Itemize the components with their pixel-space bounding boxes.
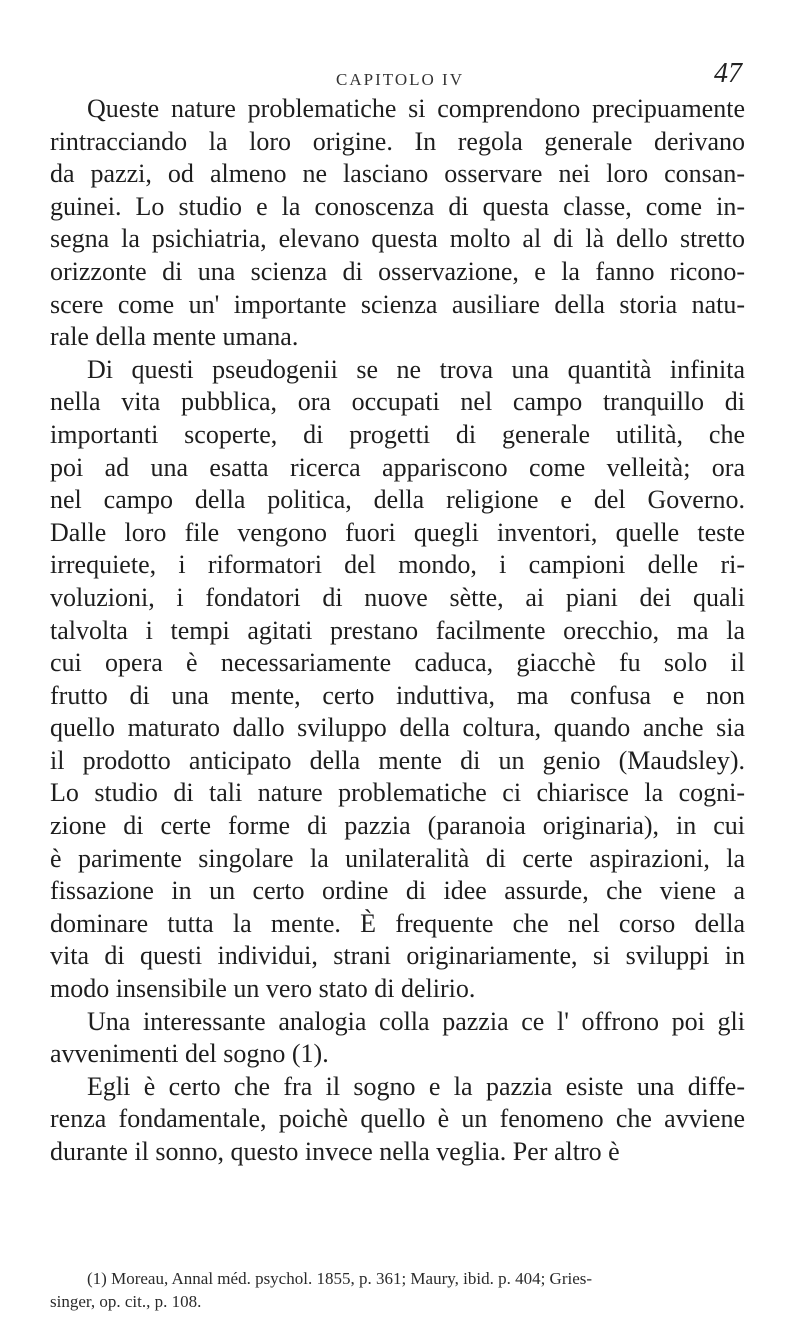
text-line: voluzioni, i fondatori di nuove sètte, ai piani dei quali <box>50 582 745 612</box>
text-line: frutto di una mente, certo induttiva, ma confusa e non <box>50 680 745 710</box>
text-line: rale della mente umana. <box>50 322 299 352</box>
text-line: importanti scoperte, di progetti di generale utilità, che <box>50 419 745 449</box>
text-line: orizzonte di una scienza di osservazione, e la fanno ricono- <box>50 256 745 286</box>
text-line: Di questi pseudogenii se ne trova una quantità infinita <box>87 354 745 384</box>
text-line: fissazione in un certo ordine di idee assurde, che viene a <box>50 876 745 906</box>
footnote-line: singer, op. cit., p. 108. <box>50 1292 202 1311</box>
page-header <box>40 56 760 96</box>
text-line: cui opera è necessariamente caduca, giacchè fu solo il <box>50 648 745 678</box>
footnotes <box>50 1267 745 1313</box>
paragraph <box>50 1006 745 1071</box>
text-line: nel campo della politica, della religione e del Governo. <box>50 485 745 515</box>
text-line: modo insensibile un vero stato di delirio. <box>50 974 476 1004</box>
text-line: rintracciando la loro origine. In regola generale derivano <box>50 126 745 156</box>
text-line: quello maturato dallo sviluppo della coltura, quando anche sia <box>50 713 745 743</box>
text-line: poi ad una esatta ricerca appariscono come velleità; ora <box>50 452 745 482</box>
text-line: Una interessante analogia colla pazzia ce l' offrono poi gli <box>87 1006 745 1036</box>
page-number: 47 <box>714 58 742 89</box>
text-line: il prodotto anticipato della mente di un genio (Maudsley). <box>50 745 745 775</box>
text-line: durante il sonno, questo invece nella veglia. Per altro è <box>50 1137 620 1166</box>
text-line: guinei. Lo studio e la conoscenza di questa classe, come in- <box>50 191 745 221</box>
paragraph <box>50 93 745 354</box>
text-line: irrequiete, i riformatori del mondo, i campioni delle ri- <box>50 550 745 580</box>
paragraph <box>50 354 745 1006</box>
text-line: da pazzi, od almeno ne lasciano osservare nei loro consan- <box>50 159 745 189</box>
text-line: è parimente singolare la unilateralità di certe aspirazioni, la <box>50 843 745 873</box>
text-line: scere come un' importante scienza ausiliare della storia natu- <box>50 289 745 319</box>
running-head: CAPITOLO IV <box>336 70 464 89</box>
text-line: nella vita pubblica, ora occupati nel campo tranquillo di <box>50 387 745 417</box>
text-line: renza fondamentale, poichè quello è un fenomeno che avviene <box>50 1104 745 1134</box>
footnote <box>50 1267 745 1313</box>
text-line: Egli è certo che fra il sogno e la pazzia esiste una diffe- <box>87 1071 745 1101</box>
text-line: talvolta i tempi agitati prestano facilmente orecchio, ma la <box>50 615 745 645</box>
text-line: dominare tutta la mente. È frequente che nel corso della <box>50 908 745 938</box>
footnote-line: (1) Moreau, Annal méd. psychol. 1855, p. 361; Maury, ibid. p. 404; Gries- <box>87 1269 593 1288</box>
body-text <box>50 93 745 1169</box>
text-line: Dalle loro file vengono fuori quegli inventori, quelle teste <box>50 517 745 547</box>
text-line: segna la psichiatria, elevano questa molto al di là dello stretto <box>50 224 745 254</box>
text-line: zione di certe forme di pazzia (paranoia originaria), in cui <box>50 811 745 841</box>
book-page <box>40 0 760 1325</box>
text-line: Lo studio di tali nature problematiche ci chiarisce la cogni- <box>50 778 745 808</box>
text-line: vita di questi individui, strani originariamente, si sviluppi in <box>50 941 745 971</box>
paragraph <box>50 1071 745 1169</box>
text-line: avvenimenti del sogno (1). <box>50 1039 329 1069</box>
text-line: Queste nature problematiche si comprendono precipuamente <box>87 94 745 123</box>
